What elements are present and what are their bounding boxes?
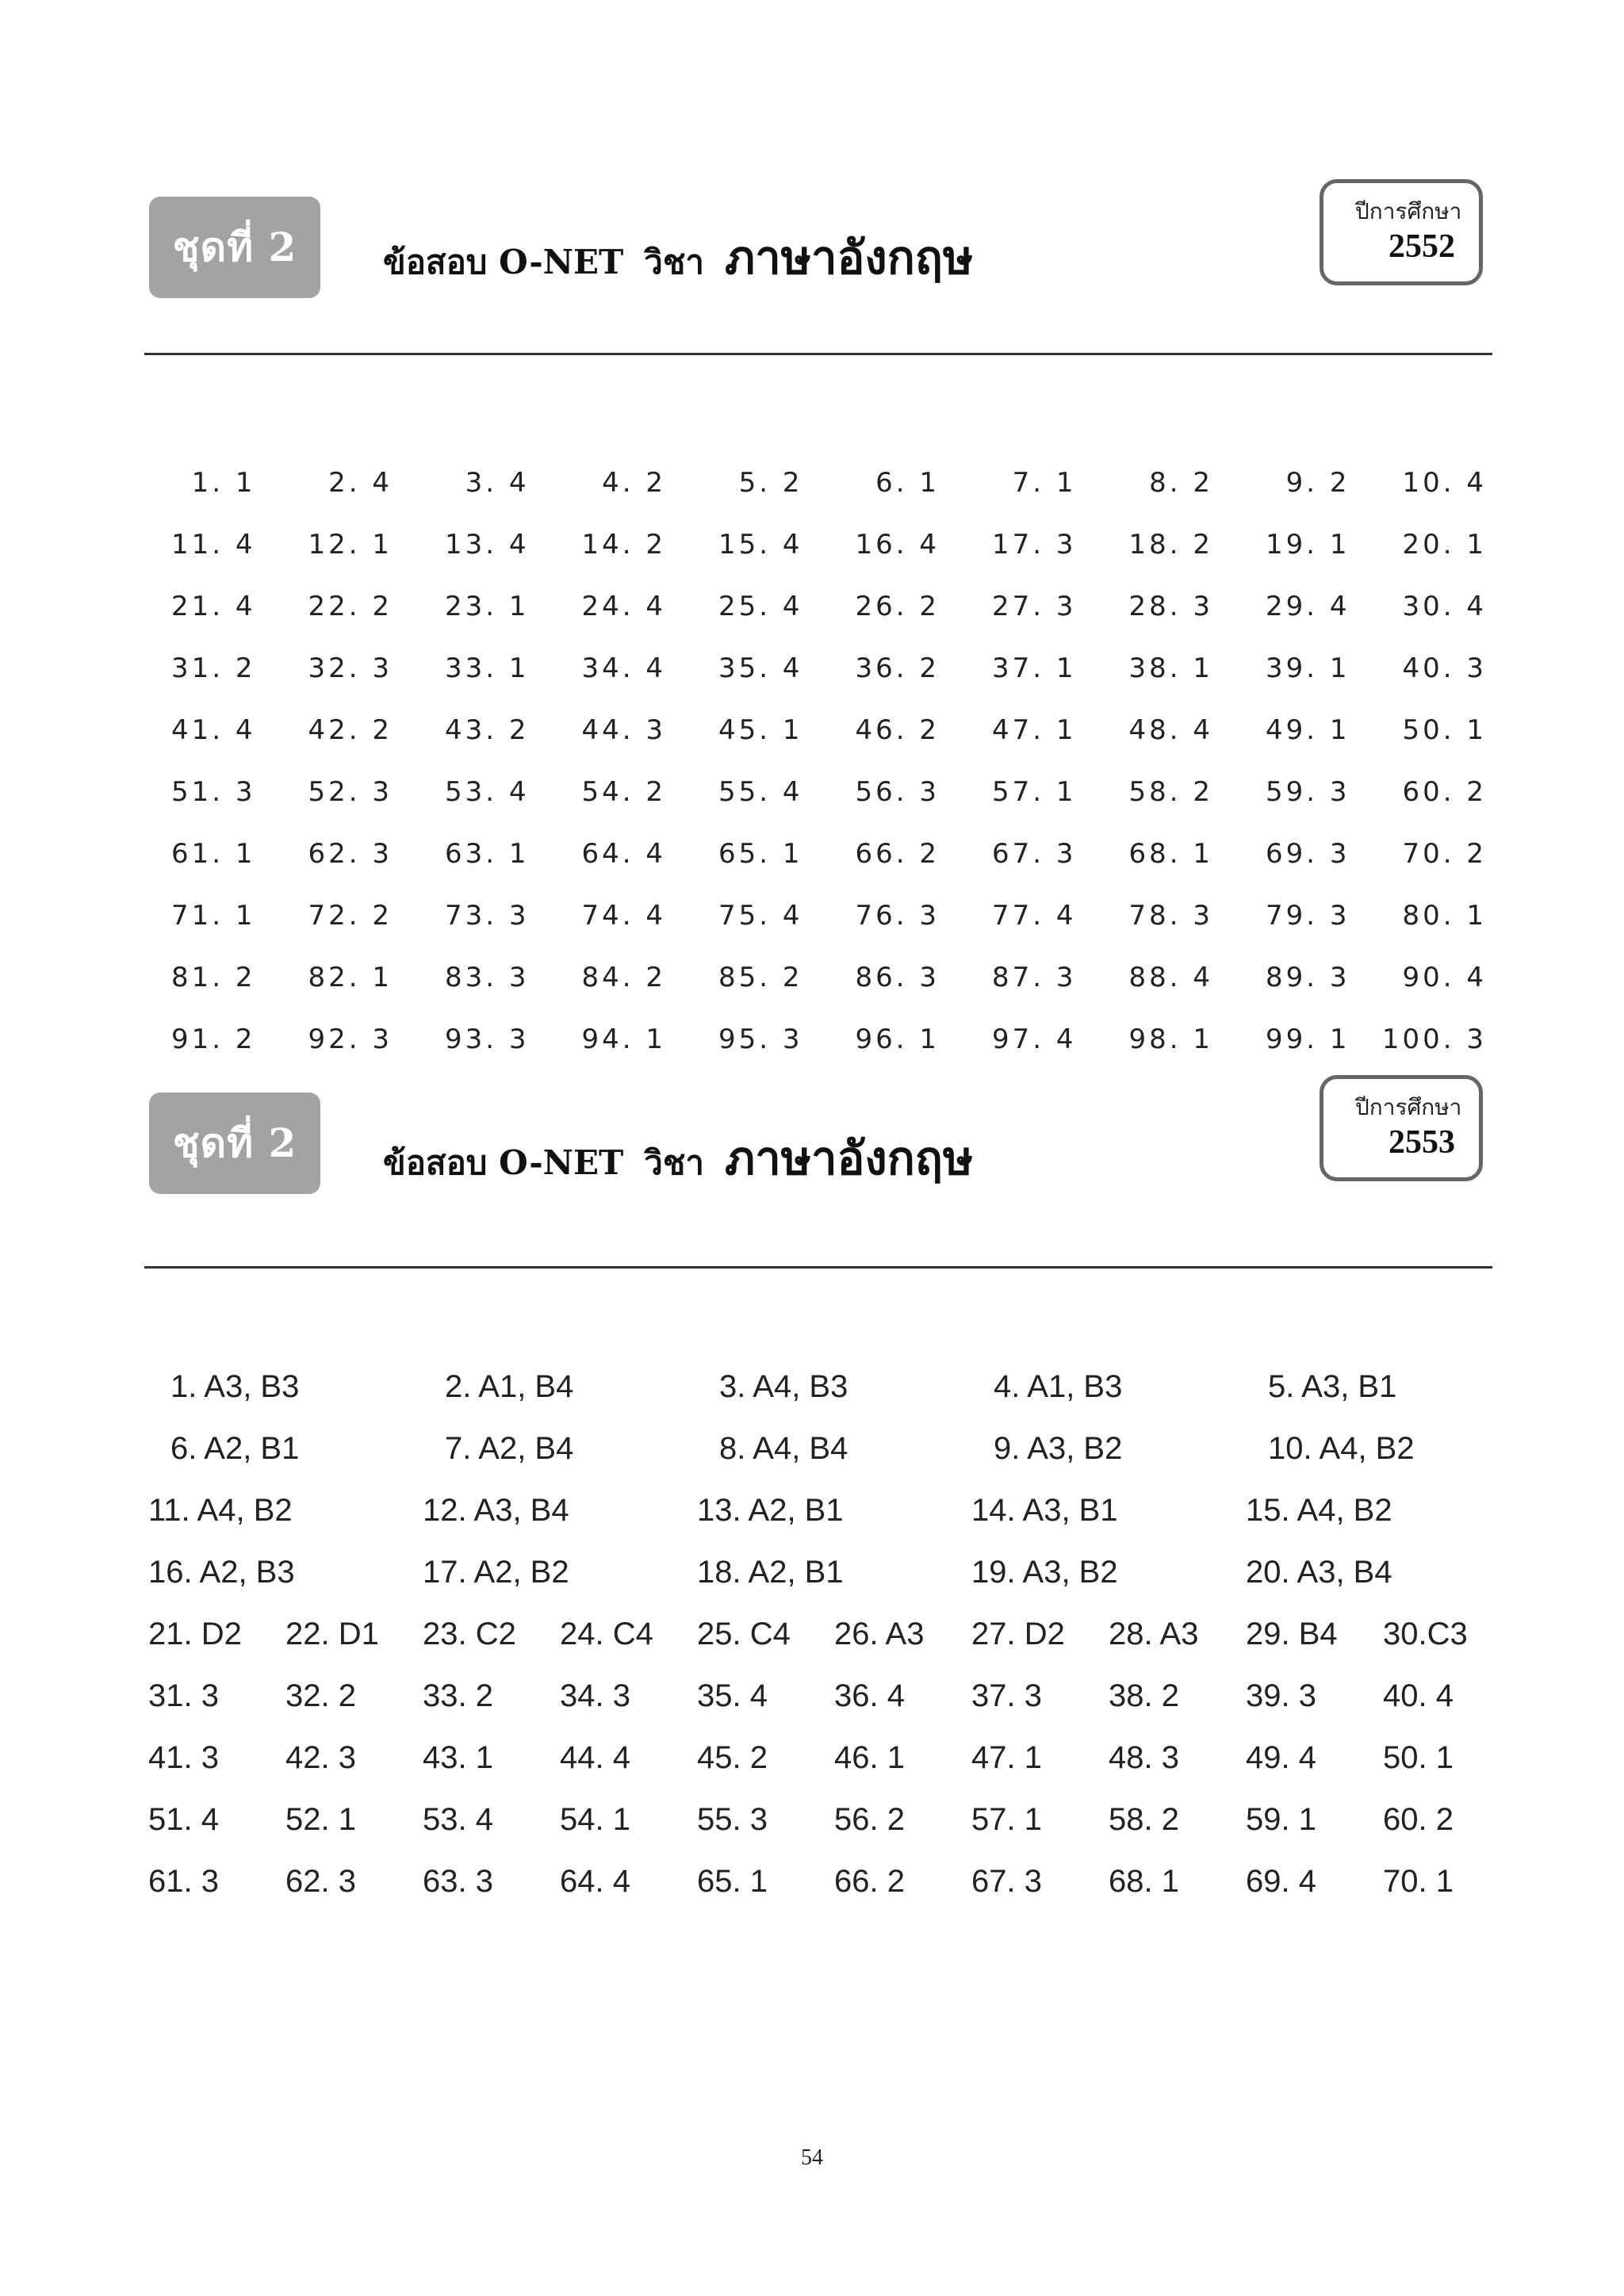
answer-item: 11. 4 <box>170 529 256 561</box>
answer-item: 4. A1, B3 <box>994 1368 1123 1404</box>
answer-item: 50. 1 <box>1383 1739 1454 1775</box>
paired-answers-1-10 <box>148 1356 1528 1479</box>
answer-item: 63. 3 <box>423 1863 493 1899</box>
answer-item: 39. 1 <box>1265 652 1350 684</box>
answer-item: 87. 3 <box>991 962 1077 993</box>
answer-item: 12. A3, B4 <box>423 1492 569 1528</box>
answer-item: 51. 3 <box>170 776 256 808</box>
answer-item: 42. 2 <box>308 714 393 746</box>
answer-item: 22. D1 <box>285 1616 379 1651</box>
answer-item: 28. A3 <box>1109 1616 1199 1651</box>
answer-item: 47. 1 <box>991 714 1077 746</box>
answer-item: 79. 3 <box>1265 900 1350 932</box>
answer-item: 32. 3 <box>308 652 393 684</box>
answer-item: 25. 4 <box>718 591 803 622</box>
answer-item: 45. 1 <box>718 714 803 746</box>
answer-item: 93. 3 <box>444 1024 530 1055</box>
answer-item: 10. 4 <box>1402 467 1487 499</box>
answer-item: 43. 2 <box>444 714 530 746</box>
answer-item: 5. A3, B1 <box>1268 1368 1397 1404</box>
answer-item: 14. A3, B1 <box>971 1492 1118 1528</box>
answer-item: 35. 4 <box>697 1678 768 1713</box>
answer-item: 7. 1 <box>1012 467 1077 499</box>
answer-item: 7. A2, B4 <box>445 1430 574 1466</box>
answer-item: 22. 2 <box>308 591 393 622</box>
answer-item: 44. 3 <box>581 714 666 746</box>
answer-item: 64. 4 <box>560 1863 630 1899</box>
answer-item: 51. 4 <box>148 1801 219 1837</box>
year-box <box>1320 179 1483 285</box>
answer-item: 38. 1 <box>1128 652 1213 684</box>
divider <box>144 1266 1492 1269</box>
answer-item: 55. 3 <box>697 1801 768 1837</box>
answer-item: 86. 3 <box>855 962 940 993</box>
answer-item: 83. 3 <box>444 962 530 993</box>
answer-item: 49. 4 <box>1246 1739 1316 1775</box>
section-title <box>383 1121 973 1195</box>
page-number: 54 <box>801 2145 823 2170</box>
answer-item: 66. 2 <box>855 838 940 870</box>
answer-item: 82. 1 <box>308 962 393 993</box>
exam-label: ข้อสอบ O-NET <box>383 1143 624 1182</box>
answer-item: 74. 4 <box>581 900 666 932</box>
answer-item: 41. 3 <box>148 1739 219 1775</box>
answer-item: 11. A4, B2 <box>148 1492 293 1528</box>
answer-item: 24. C4 <box>560 1616 653 1651</box>
answer-item: 16. 4 <box>855 529 940 561</box>
answer-item: 38. 2 <box>1109 1678 1179 1713</box>
answer-item: 17. A2, B2 <box>423 1554 569 1590</box>
answer-item: 14. 2 <box>581 529 666 561</box>
answer-item: 31. 2 <box>170 652 256 684</box>
answer-item: 88. 4 <box>1128 962 1213 993</box>
answer-item: 49. 1 <box>1265 714 1350 746</box>
subject-label: วิชา <box>644 1143 704 1182</box>
answer-item: 62. 3 <box>285 1863 356 1899</box>
year-value: 2552 <box>1388 228 1455 265</box>
answer-item: 5. 2 <box>738 467 803 499</box>
answer-item: 53. 4 <box>444 776 530 808</box>
answer-item: 15. A4, B2 <box>1246 1492 1392 1528</box>
answer-item: 19. A3, B2 <box>971 1554 1118 1590</box>
answer-item: 23. 1 <box>444 591 530 622</box>
answer-item: 63. 1 <box>444 838 530 870</box>
answer-item: 3. 4 <box>465 467 530 499</box>
answer-item: 8. A4, B4 <box>719 1430 848 1466</box>
answer-item: 15. 4 <box>718 529 803 561</box>
answer-item: 95. 3 <box>718 1024 803 1055</box>
answer-item: 57. 1 <box>971 1801 1042 1837</box>
answer-item: 72. 2 <box>308 900 393 932</box>
answer-item: 27. 3 <box>991 591 1077 622</box>
answer-item: 20. A3, B4 <box>1246 1554 1392 1590</box>
answer-item: 40. 3 <box>1402 652 1487 684</box>
answer-item: 23. C2 <box>423 1616 516 1651</box>
answer-item: 76. 3 <box>855 900 940 932</box>
answer-item: 98. 1 <box>1128 1024 1213 1055</box>
answer-item: 16. A2, B3 <box>148 1554 295 1590</box>
answer-item: 70. 2 <box>1402 838 1487 870</box>
answer-item: 33. 2 <box>423 1678 493 1713</box>
section-title <box>383 220 973 294</box>
answer-item: 24. 4 <box>581 591 666 622</box>
answer-item: 68. 1 <box>1128 838 1213 870</box>
answer-item: 69. 4 <box>1246 1863 1316 1899</box>
answer-item: 75. 4 <box>718 900 803 932</box>
answer-item: 56. 2 <box>834 1801 905 1837</box>
answer-item: 40. 4 <box>1383 1678 1454 1713</box>
answer-item: 1. A3, B3 <box>170 1368 300 1404</box>
answer-item: 35. 4 <box>718 652 803 684</box>
answer-item: 26. A3 <box>834 1616 925 1651</box>
answer-item: 3. A4, B3 <box>719 1368 848 1404</box>
answer-item: 46. 2 <box>855 714 940 746</box>
set-badge: ชุดที่ 2 <box>149 1093 320 1194</box>
answer-item: 2. 4 <box>328 467 393 499</box>
answer-item: 25. C4 <box>697 1616 791 1651</box>
year-label: ปีการศึกษา <box>1355 1094 1462 1120</box>
answer-item: 54. 2 <box>581 776 666 808</box>
answer-item: 89. 3 <box>1265 962 1350 993</box>
answer-item: 2. A1, B4 <box>445 1368 574 1404</box>
answer-item: 71. 1 <box>170 900 256 932</box>
answer-item: 54. 1 <box>560 1801 630 1837</box>
answer-item: 44. 4 <box>560 1739 630 1775</box>
answer-item: 67. 3 <box>991 838 1077 870</box>
answer-item: 61. 1 <box>170 838 256 870</box>
answer-item: 13. A2, B1 <box>697 1492 844 1528</box>
answer-item: 39. 3 <box>1246 1678 1316 1713</box>
answer-item: 6. A2, B1 <box>170 1430 300 1466</box>
answer-item: 97. 4 <box>991 1024 1077 1055</box>
answer-item: 20. 1 <box>1402 529 1487 561</box>
answer-item: 62. 3 <box>308 838 393 870</box>
answer-item: 29. B4 <box>1246 1616 1338 1651</box>
answer-item: 17. 3 <box>991 529 1077 561</box>
answer-item: 58. 2 <box>1128 776 1213 808</box>
answer-item: 46. 1 <box>834 1739 905 1775</box>
answer-item: 90. 4 <box>1402 962 1487 993</box>
answer-item: 53. 4 <box>423 1801 493 1837</box>
answer-item: 6. 1 <box>875 467 940 499</box>
answer-item: 96. 1 <box>855 1024 940 1055</box>
year-label: ปีการศึกษา <box>1355 198 1462 224</box>
answer-item: 10. A4, B2 <box>1268 1430 1415 1466</box>
answer-key-2553 <box>148 1603 1528 1912</box>
answer-item: 60. 2 <box>1383 1801 1454 1837</box>
answer-item: 65. 1 <box>697 1863 768 1899</box>
exam-label: ข้อสอบ O-NET <box>383 243 624 281</box>
answer-item: 73. 3 <box>444 900 530 932</box>
answer-item: 13. 4 <box>444 529 530 561</box>
answer-item: 36. 2 <box>855 652 940 684</box>
answer-item: 37. 3 <box>971 1678 1042 1713</box>
answer-item: 37. 1 <box>991 652 1077 684</box>
answer-item: 57. 1 <box>991 776 1077 808</box>
answer-item: 91. 2 <box>170 1024 256 1055</box>
answer-item: 45. 2 <box>697 1739 768 1775</box>
answer-item: 84. 2 <box>581 962 666 993</box>
answer-item: 61. 3 <box>148 1863 219 1899</box>
answer-item: 1. 1 <box>191 467 256 499</box>
answer-item: 59. 1 <box>1246 1801 1316 1837</box>
answer-item: 68. 1 <box>1109 1863 1179 1899</box>
answer-item: 9. A3, B2 <box>994 1430 1123 1466</box>
answer-item: 47. 1 <box>971 1739 1042 1775</box>
answer-item: 27. D2 <box>971 1616 1065 1651</box>
answer-item: 21. 4 <box>170 591 256 622</box>
subject-name: ภาษาอังกฤษ <box>724 1131 974 1185</box>
answer-item: 67. 3 <box>971 1863 1042 1899</box>
answer-item: 64. 4 <box>581 838 666 870</box>
answer-item: 34. 4 <box>581 652 666 684</box>
answer-key-2552 <box>143 452 1491 1070</box>
answer-item: 85. 2 <box>718 962 803 993</box>
answer-item: 36. 4 <box>834 1678 905 1713</box>
answer-item: 12. 1 <box>308 529 393 561</box>
answer-item: 18. 2 <box>1128 529 1213 561</box>
answer-item: 100. 3 <box>1381 1024 1487 1055</box>
answer-item: 43. 1 <box>423 1739 493 1775</box>
subject-label: วิชา <box>644 243 704 281</box>
answer-item: 52. 3 <box>308 776 393 808</box>
answer-item: 42. 3 <box>285 1739 356 1775</box>
paired-answers-11-20 <box>148 1479 1528 1603</box>
answer-item: 8. 2 <box>1149 467 1213 499</box>
answer-item: 56. 3 <box>855 776 940 808</box>
answer-item: 94. 1 <box>581 1024 666 1055</box>
answer-item: 50. 1 <box>1402 714 1487 746</box>
answer-item: 58. 2 <box>1109 1801 1179 1837</box>
answer-item: 78. 3 <box>1128 900 1213 932</box>
answer-item: 33. 1 <box>444 652 530 684</box>
answer-item: 99. 1 <box>1265 1024 1350 1055</box>
answer-item: 55. 4 <box>718 776 803 808</box>
year-value: 2553 <box>1388 1124 1455 1161</box>
answer-item: 30.C3 <box>1383 1616 1468 1651</box>
set-badge: ชุดที่ 2 <box>149 197 320 298</box>
answer-item: 92. 3 <box>308 1024 393 1055</box>
answer-item: 59. 3 <box>1265 776 1350 808</box>
subject-name: ภาษาอังกฤษ <box>724 231 974 285</box>
answer-item: 21. D2 <box>148 1616 242 1651</box>
divider <box>144 353 1492 355</box>
answer-item: 29. 4 <box>1265 591 1350 622</box>
answer-item: 66. 2 <box>834 1863 905 1899</box>
answer-item: 48. 4 <box>1128 714 1213 746</box>
answer-item: 77. 4 <box>991 900 1077 932</box>
answer-item: 70. 1 <box>1383 1863 1454 1899</box>
answer-item: 9. 2 <box>1285 467 1350 499</box>
year-box <box>1320 1075 1483 1181</box>
answer-item: 4. 2 <box>602 467 666 499</box>
answer-item: 81. 2 <box>170 962 256 993</box>
answer-item: 65. 1 <box>718 838 803 870</box>
answer-item: 32. 2 <box>285 1678 356 1713</box>
answer-item: 60. 2 <box>1402 776 1487 808</box>
answer-item: 19. 1 <box>1265 529 1350 561</box>
answer-item: 31. 3 <box>148 1678 219 1713</box>
answer-item: 26. 2 <box>855 591 940 622</box>
answer-item: 30. 4 <box>1402 591 1487 622</box>
answer-item: 80. 1 <box>1402 900 1487 932</box>
answer-item: 52. 1 <box>285 1801 356 1837</box>
answer-item: 41. 4 <box>170 714 256 746</box>
answer-item: 28. 3 <box>1128 591 1213 622</box>
answer-item: 69. 3 <box>1265 838 1350 870</box>
answer-item: 18. A2, B1 <box>697 1554 844 1590</box>
answer-item: 48. 3 <box>1109 1739 1179 1775</box>
answer-item: 34. 3 <box>560 1678 630 1713</box>
